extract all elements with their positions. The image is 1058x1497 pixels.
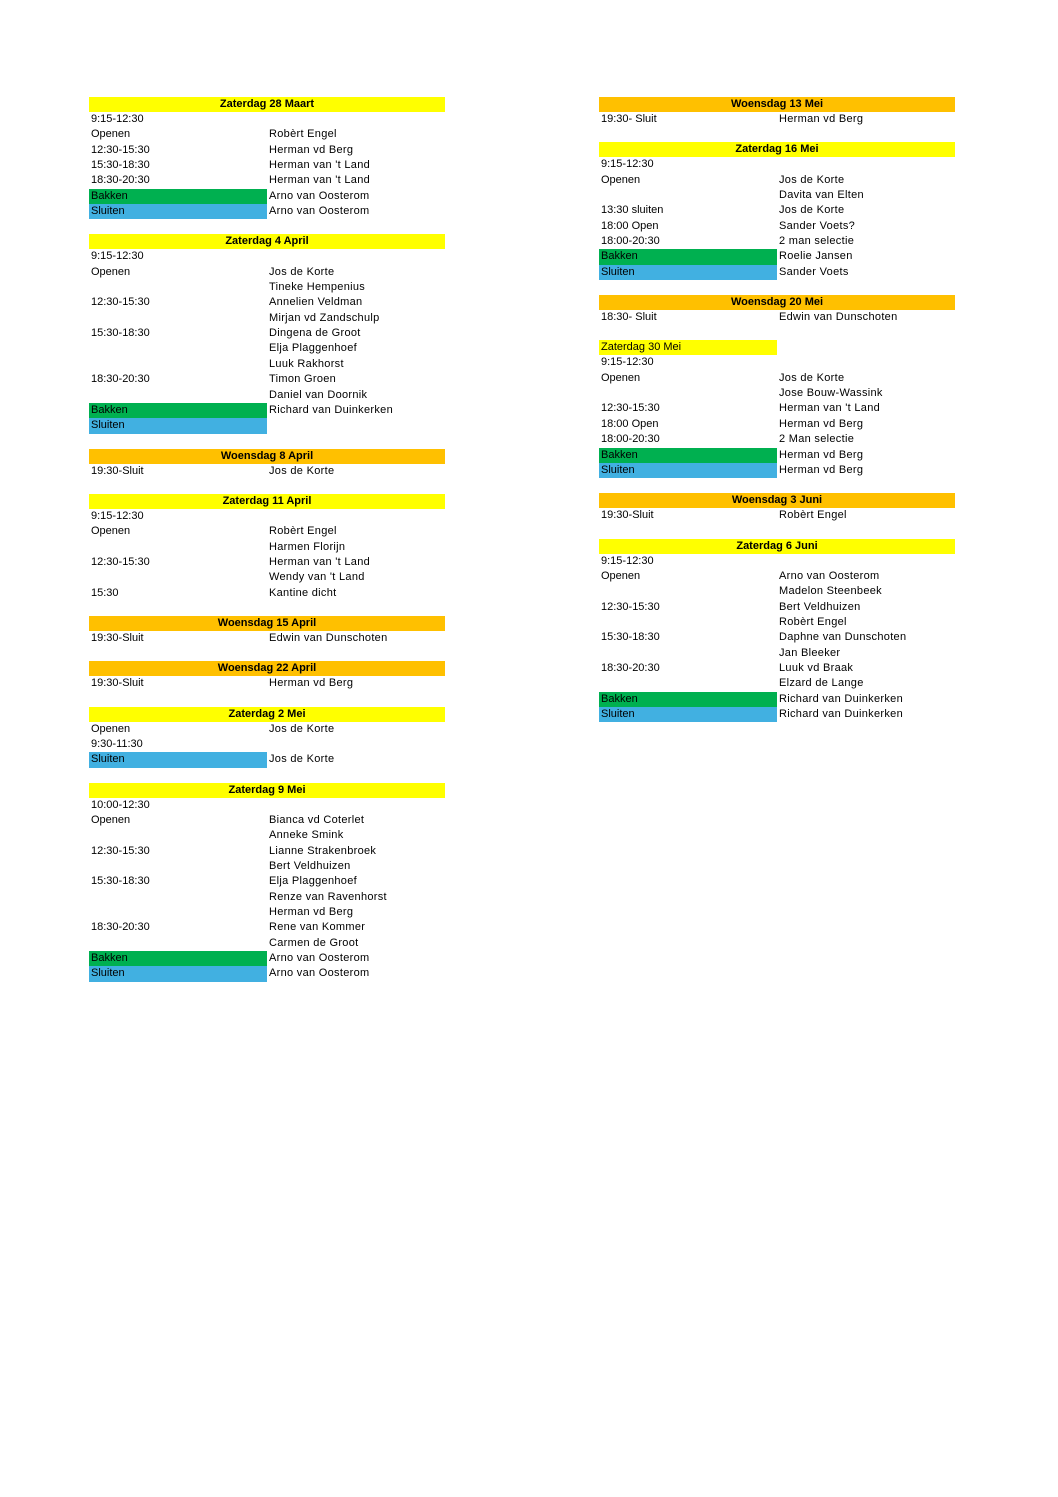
shift-time (599, 386, 777, 401)
shift-time: 9:15-12:30 (601, 554, 654, 567)
volunteer-name: Herman van 't Land (269, 555, 371, 568)
volunteer-name: Roelie Jansen (779, 250, 853, 263)
shift-row (599, 600, 955, 615)
shift-time: Bakken (599, 448, 777, 463)
shift-row (89, 418, 445, 433)
day-header: Zaterdag 11 April (89, 494, 445, 509)
volunteer-name: Jos de Korte (779, 173, 845, 186)
volunteer-name: Arno van Oosterom (779, 569, 880, 582)
volunteer-name: Edwin van Dunschoten (779, 311, 898, 324)
shift-row (599, 371, 955, 386)
shift-row (599, 310, 955, 325)
shift-row (89, 798, 445, 813)
schedule-day-section (599, 97, 955, 127)
volunteer-name: Tineke Hempenius (269, 281, 366, 294)
shift-row (599, 646, 955, 661)
shift-time (89, 859, 267, 874)
shift-time: 15:30-18:30 (91, 875, 150, 888)
shift-row (89, 722, 445, 737)
shift-row (599, 173, 955, 188)
volunteer-name: Jos de Korte (779, 204, 845, 217)
volunteer-name: Jos de Korte (269, 753, 335, 766)
shift-time: Bakken (89, 951, 267, 966)
shift-row (599, 355, 955, 370)
shift-row (89, 357, 445, 372)
shift-time: Sluiten (89, 204, 267, 219)
schedule-right-column (599, 97, 955, 737)
shift-row (89, 127, 445, 142)
shift-time: 13:30 sluiten (601, 204, 664, 217)
shift-row (89, 905, 445, 920)
volunteer-name: Jan Bleeker (779, 646, 841, 659)
shift-time: 18:30-20:30 (601, 661, 660, 674)
volunteer-name: Davita van Elten (779, 189, 864, 202)
volunteer-name: Edwin van Dunschoten (269, 631, 388, 644)
schedule-day-section (89, 234, 445, 433)
volunteer-name: Sander Voets? (779, 219, 856, 232)
shift-row (89, 509, 445, 524)
volunteer-name (777, 554, 779, 569)
shift-time: 19:30-Sluit (91, 631, 144, 644)
shift-time: 15:30-18:30 (601, 631, 660, 644)
shift-row (599, 584, 955, 599)
shift-row (89, 388, 445, 403)
shift-time (89, 828, 267, 843)
shift-time: 18:30-20:30 (91, 921, 150, 934)
volunteer-name: Sander Voets (779, 265, 849, 278)
shift-row (599, 219, 955, 234)
shift-time (89, 388, 267, 403)
shift-time (89, 311, 267, 326)
shift-row (89, 966, 445, 981)
shift-time: Openen (91, 722, 131, 735)
shift-time: Openen (91, 814, 131, 826)
shift-row (89, 752, 445, 767)
volunteer-name: Herman vd Berg (269, 143, 354, 156)
shift-time: 9:30-11:30 (91, 737, 143, 750)
day-header: Zaterdag 30 Mei (599, 340, 777, 355)
shift-row (599, 615, 955, 630)
volunteer-name: Richard van Duinkerken (779, 707, 903, 720)
volunteer-name (267, 798, 269, 813)
shift-row (89, 280, 445, 295)
volunteer-name: Jos de Korte (269, 265, 335, 278)
shift-row (89, 372, 445, 387)
shift-row (89, 403, 445, 418)
shift-time: 9:15-12:30 (601, 356, 654, 369)
day-header: Woensdag 3 Juni (599, 493, 955, 508)
shift-row (89, 890, 445, 905)
schedule-left-column (89, 97, 445, 997)
volunteer-name: Luuk vd Braak (779, 661, 854, 674)
shift-time (599, 615, 777, 630)
shift-row (89, 737, 445, 752)
shift-time (599, 188, 777, 203)
schedule-day-section (599, 142, 955, 280)
day-header: Woensdag 13 Mei (599, 97, 955, 112)
shift-time: 12:30-15:30 (91, 844, 150, 857)
shift-row (89, 265, 445, 280)
volunteer-name: Jos de Korte (269, 464, 335, 477)
shift-row (89, 586, 445, 601)
shift-row (599, 265, 955, 280)
day-header: Zaterdag 16 Mei (599, 142, 955, 157)
shift-row (89, 920, 445, 935)
volunteer-name: Kantine dicht (269, 586, 337, 599)
shift-time (89, 280, 267, 295)
shift-row (89, 326, 445, 341)
shift-row (89, 631, 445, 646)
shift-row (599, 630, 955, 645)
volunteer-name: Robèrt Engel (269, 128, 337, 141)
volunteer-name: Richard van Duinkerken (779, 692, 903, 705)
shift-row (89, 540, 445, 555)
volunteer-name: Wendy van 't Land (269, 571, 365, 584)
shift-time (89, 890, 267, 905)
shift-row (599, 676, 955, 691)
shift-row (599, 386, 955, 401)
volunteer-name: Herman vd Berg (269, 677, 354, 690)
volunteer-name: Anneke Smink (269, 829, 344, 842)
shift-row (89, 158, 445, 173)
schedule-day-section (89, 783, 445, 982)
shift-time: Openen (601, 173, 641, 186)
volunteer-name: 2 Man selectie (779, 433, 855, 446)
shift-time (89, 570, 267, 585)
shift-time: 12:30-15:30 (91, 143, 150, 156)
shift-row (599, 112, 955, 127)
shift-time: 12:30-15:30 (601, 402, 660, 415)
shift-time: Openen (91, 128, 131, 141)
shift-time: 15:30 (91, 586, 119, 599)
shift-time: 15:30-18:30 (91, 327, 150, 340)
shift-row (89, 874, 445, 889)
volunteer-name: Arno van Oosterom (269, 189, 370, 202)
volunteer-name: Herman vd Berg (779, 448, 864, 461)
shift-time: Bakken (89, 403, 267, 418)
shift-time: 19:30- Sluit (601, 113, 657, 125)
schedule-day-section (599, 493, 955, 523)
shift-time: 9:15-12:30 (91, 250, 144, 263)
shift-row (599, 401, 955, 416)
volunteer-name: Herman vd Berg (779, 463, 864, 476)
shift-row (599, 692, 955, 707)
volunteer-name: Luuk Rakhorst (269, 357, 344, 370)
volunteer-name (267, 509, 269, 524)
volunteer-name: Arno van Oosterom (269, 205, 370, 218)
shift-time: 18:30- Sluit (601, 311, 657, 324)
day-header: Woensdag 22 April (89, 661, 445, 676)
volunteer-name: Herman van 't Land (269, 174, 371, 187)
volunteer-name (267, 737, 269, 752)
volunteer-name (267, 249, 269, 264)
shift-row (89, 570, 445, 585)
day-header: Woensdag 8 April (89, 449, 445, 464)
shift-time: Openen (601, 569, 641, 582)
shift-time: Sluiten (89, 966, 267, 981)
volunteer-name: Robèrt Engel (269, 525, 337, 538)
volunteer-name: Herman vd Berg (779, 417, 864, 430)
volunteer-name: Daniel van Doornik (269, 388, 368, 401)
schedule-day-section (89, 707, 445, 768)
volunteer-name: Daphne van Dunschoten (779, 631, 907, 644)
volunteer-name: Herman van 't Land (269, 159, 371, 172)
shift-time: 12:30-15:30 (91, 555, 150, 568)
volunteer-name: Elzard de Lange (779, 677, 864, 690)
shift-time (599, 646, 777, 661)
shift-time: 19:30-Sluit (91, 464, 144, 477)
volunteer-name: Elja Plaggenhoef (269, 342, 357, 355)
shift-time: 18:00-20:30 (601, 235, 660, 248)
day-header: Zaterdag 2 Mei (89, 707, 445, 722)
shift-time: 18:00 Open (601, 417, 659, 430)
shift-row (89, 143, 445, 158)
shift-row (89, 311, 445, 326)
shift-row (89, 859, 445, 874)
volunteer-name: 2 man selectie (779, 235, 855, 248)
shift-row (89, 813, 445, 828)
volunteer-name: Richard van Duinkerken (269, 403, 393, 416)
volunteer-name: Robèrt Engel (779, 615, 847, 628)
shift-row (89, 249, 445, 264)
volunteer-name: Robèrt Engel (779, 509, 847, 522)
shift-time (89, 357, 267, 372)
volunteer-name: Mirjan vd Zandschulp (269, 311, 380, 324)
shift-time: 12:30-15:30 (91, 296, 150, 309)
volunteer-name: Dingena de Groot (269, 327, 361, 340)
volunteer-name (777, 355, 779, 370)
volunteer-name: Herman vd Berg (269, 906, 354, 919)
day-header: Zaterdag 28 Maart (89, 97, 445, 112)
volunteer-name: Lianne Strakenbroek (269, 844, 377, 857)
shift-row (599, 417, 955, 432)
shift-row (89, 936, 445, 951)
volunteer-name: Madelon Steenbeek (779, 585, 882, 598)
shift-row (599, 508, 955, 523)
volunteer-name: Jos de Korte (779, 371, 845, 384)
shift-row (599, 554, 955, 569)
volunteer-name: Elja Plaggenhoef (269, 875, 357, 888)
shift-row (599, 249, 955, 264)
shift-row (599, 203, 955, 218)
shift-time: 9:15-12:30 (601, 158, 654, 171)
shift-row (599, 661, 955, 676)
volunteer-name: Rene van Kommer (269, 921, 366, 934)
shift-row (599, 448, 955, 463)
volunteer-name (267, 418, 269, 433)
shift-row (89, 464, 445, 479)
volunteer-name: Herman van 't Land (779, 402, 881, 415)
shift-row (599, 463, 955, 478)
shift-time: Sluiten (599, 265, 777, 280)
shift-time: Openen (91, 265, 131, 278)
shift-time: 15:30-18:30 (91, 159, 150, 172)
shift-time: Bakken (599, 249, 777, 264)
schedule-day-section (89, 449, 445, 479)
shift-row (599, 569, 955, 584)
shift-row (89, 173, 445, 188)
schedule-day-section (89, 661, 445, 691)
shift-row (89, 676, 445, 691)
shift-row (599, 707, 955, 722)
day-header: Woensdag 20 Mei (599, 295, 955, 310)
shift-row (599, 234, 955, 249)
shift-row (599, 432, 955, 447)
volunteer-name: Carmen de Groot (269, 936, 359, 949)
day-header: Zaterdag 4 April (89, 234, 445, 249)
shift-time: 18:00 Open (601, 219, 659, 232)
volunteer-name: Jos de Korte (269, 722, 335, 735)
shift-time: Bakken (599, 692, 777, 707)
shift-row (89, 112, 445, 127)
schedule-day-section (89, 616, 445, 646)
shift-time (599, 584, 777, 599)
shift-row (599, 188, 955, 203)
day-header: Zaterdag 9 Mei (89, 783, 445, 798)
shift-time: Sluiten (89, 418, 267, 433)
volunteer-name: Arno van Oosterom (269, 967, 370, 980)
schedule-day-section (599, 340, 955, 478)
shift-time: 9:15-12:30 (91, 509, 144, 522)
volunteer-name: Jose Bouw-Wassink (779, 387, 883, 400)
shift-time: Sluiten (599, 463, 777, 478)
shift-time: Bakken (89, 189, 267, 204)
shift-time (89, 936, 267, 951)
shift-row (89, 828, 445, 843)
volunteer-name: Renze van Ravenhorst (269, 890, 387, 903)
shift-row (89, 951, 445, 966)
volunteer-name: Herman vd Berg (779, 113, 864, 125)
shift-time (89, 905, 267, 920)
volunteer-name: Arno van Oosterom (269, 952, 370, 965)
shift-time (599, 676, 777, 691)
shift-time: 18:30-20:30 (91, 174, 150, 187)
shift-row (89, 341, 445, 356)
shift-time: Sluiten (89, 752, 267, 767)
shift-time (89, 341, 267, 356)
shift-row (89, 204, 445, 219)
volunteer-name: Timon Groen (269, 373, 337, 386)
volunteer-name: Bert Veldhuizen (779, 600, 861, 613)
shift-time: Sluiten (599, 707, 777, 722)
shift-time: 12:30-15:30 (601, 600, 660, 613)
shift-row (89, 295, 445, 310)
shift-time: 19:30-Sluit (91, 677, 144, 690)
volunteer-name (267, 112, 269, 127)
shift-row (89, 524, 445, 539)
schedule-day-section (89, 494, 445, 601)
shift-row (89, 555, 445, 570)
volunteer-name: Harmen Florijn (269, 540, 346, 553)
schedule-day-section (599, 539, 955, 723)
shift-row (89, 844, 445, 859)
shift-time: 10:00-12:30 (91, 798, 150, 811)
shift-time: 18:00-20:30 (601, 433, 660, 446)
schedule-day-section (89, 97, 445, 219)
shift-row (599, 157, 955, 172)
shift-time: 18:30-20:30 (91, 373, 150, 386)
day-header: Zaterdag 6 Juni (599, 539, 955, 554)
shift-time: Openen (601, 371, 641, 384)
schedule-day-section (599, 295, 955, 325)
day-header: Woensdag 15 April (89, 616, 445, 631)
shift-time: Openen (91, 525, 131, 538)
volunteer-name: Bert Veldhuizen (269, 860, 351, 873)
shift-time: 9:15-12:30 (91, 113, 144, 125)
volunteer-name: Annelien Veldman (269, 296, 363, 309)
shift-row (89, 189, 445, 204)
volunteer-name (777, 157, 779, 172)
shift-time: 19:30-Sluit (601, 509, 654, 522)
shift-time (89, 540, 267, 555)
volunteer-name: Bianca vd Coterlet (269, 814, 365, 826)
